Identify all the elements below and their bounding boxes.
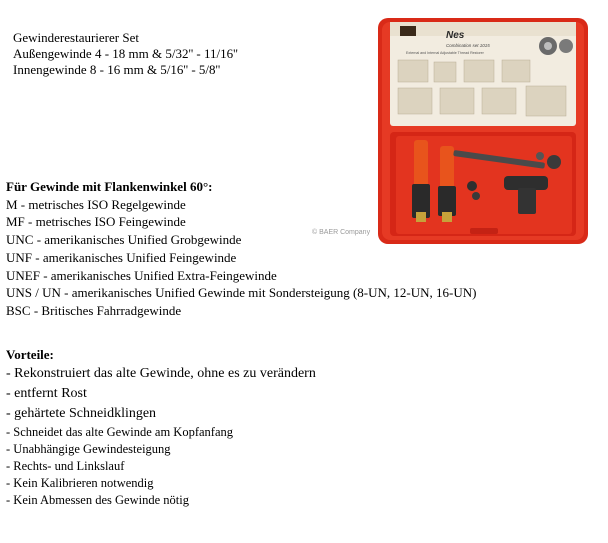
product-title: Gewinderestaurierer Set bbox=[13, 30, 139, 45]
thread-types-section bbox=[6, 178, 476, 320]
thread-type-item: BSC - Britisches Fahrradgewinde bbox=[6, 302, 182, 318]
external-thread-range: Außengewinde 4 - 18 mm & 5/32'' - 11/16'' bbox=[13, 46, 238, 61]
internal-thread-range: Innengewinde 8 - 16 mm & 5/16'' - 5/8'' bbox=[13, 62, 221, 77]
thread-type-item: M - metrisches ISO Regelgewinde bbox=[6, 196, 186, 212]
thread-type-item: UNS / UN - amerikanisches Unified Gewinde mit Sondersteigung (8-UN, 12-UN, 16-UN) bbox=[6, 285, 477, 301]
thread-types-heading: Für Gewinde mit Flankenwinkel 60°: bbox=[6, 179, 213, 194]
advantage-item: - gehärtete Schneidklingen bbox=[6, 406, 157, 421]
thread-type-item: UNF - amerikanisches Unified Feingewinde bbox=[6, 249, 237, 265]
advantage-item: - Rechts- und Linkslauf bbox=[6, 459, 125, 473]
brand-label: Nes bbox=[446, 30, 465, 41]
thread-type-item: MF - metrisches ISO Feingewinde bbox=[6, 214, 186, 230]
model-label: Combination set 1015 bbox=[446, 43, 490, 48]
advantages-section bbox=[6, 346, 316, 509]
advantage-item: - Kein Abmessen des Gewinde nötig bbox=[6, 493, 189, 507]
thread-type-item: UNC - amerikanisches Unified Grobgewinde bbox=[6, 232, 242, 248]
advantage-item: - Unabhängige Gewindesteigung bbox=[6, 442, 171, 456]
copyright-notice: © BAER Company bbox=[312, 229, 371, 236]
advantages-heading: Vorteile: bbox=[6, 347, 54, 362]
product-header bbox=[13, 30, 238, 78]
thread-type-item: UNEF - amerikanisches Unified Extra-Feingewinde bbox=[6, 267, 277, 283]
advantage-item: - Kein Kalibrieren notwendig bbox=[6, 476, 154, 490]
subtitle-label: External and Internal Adjustable Thread Restorer bbox=[406, 51, 484, 55]
advantage-item: - Schneidet das alte Gewinde am Kopfanfang bbox=[6, 425, 234, 439]
advantage-item: - Rekonstruiert das alte Gewinde, ohne es zu verändern bbox=[6, 366, 316, 381]
tool-t-handle bbox=[504, 176, 548, 190]
advantage-item: - entfernt Rost bbox=[6, 386, 87, 401]
